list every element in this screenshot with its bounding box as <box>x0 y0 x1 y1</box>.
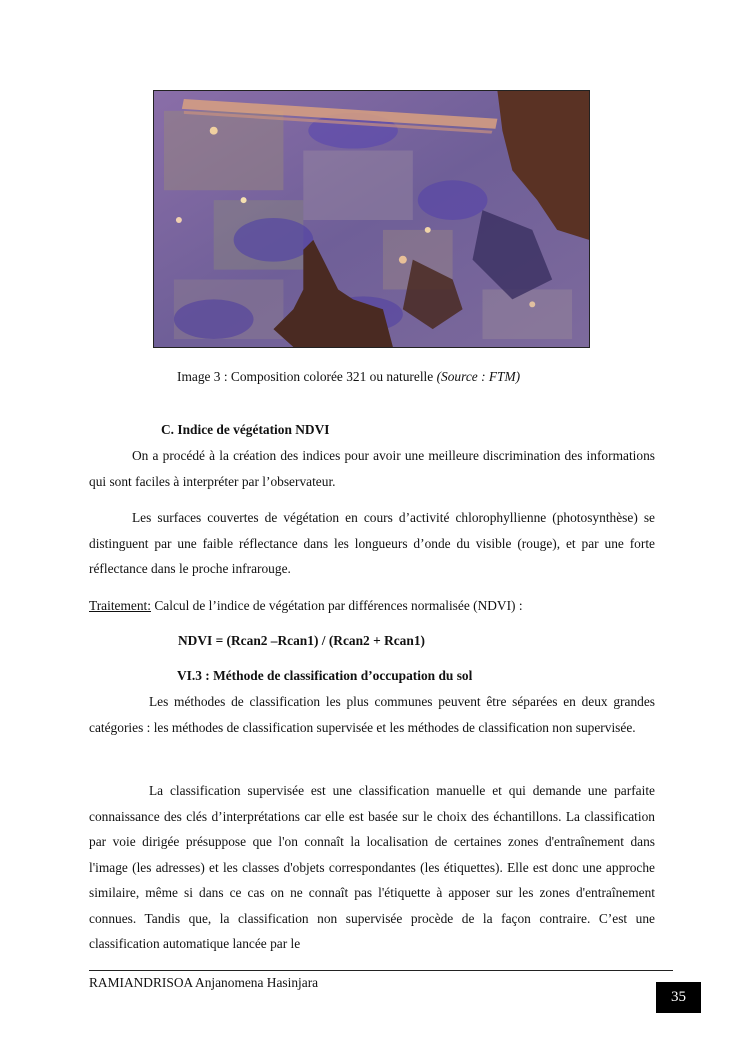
treatment-label: Traitement: <box>89 598 151 613</box>
paragraph-classification-categories: Les méthodes de classification les plus communes peuvent être séparées en deux grandes catégories : les méthodes de classification supervisée et les méthodes de classification non supervisée. <box>89 694 655 735</box>
page-number: 35 <box>656 982 701 1013</box>
paragraph-ndvi-intro: On a procédé à la création des indices pour avoir une meilleure discrimination des informations qui sont faciles à interpréter par l’observateur. <box>89 448 655 489</box>
satellite-image <box>153 90 590 348</box>
figure-caption-main: Image 3 : Composition colorée 321 ou naturelle <box>177 369 437 384</box>
footer-author: RAMIANDRISOA Anjanomena Hasinjara <box>89 975 319 990</box>
ndvi-formula: NDVI = (Rcan2 –Rcan1) / (Rcan2 + Rcan1) <box>178 633 425 648</box>
treatment-text: Calcul de l’indice de végétation par différences normalisée (NDVI) : <box>151 598 523 613</box>
satellite-composite-graphic <box>154 91 589 347</box>
paragraph-treatment <box>89 593 655 619</box>
figure-caption <box>177 369 520 385</box>
paragraph-supervised-classification: La classification supervisée est une classification manuelle et qui demande une parfaite connaissance des clés d’interprétations car elle est basée sur le choix des échantillons. La classification par voie dirigée présuppose que l'on connaît la localisation de certaines zones d'entraînement dans l'image (les adresses) et les classes d'objets correspondantes (les étiquettes). Elle est donc une approche similaire, même si dans ce cas on ne connaît pas l'étiquette à apposer sur les zones d'entraînement connues. Tandis que, la classification non supervisée procède de la façon contraire. C’est une classification automatique lancée par le <box>89 783 655 951</box>
paragraph-vegetation-reflectance: Les surfaces couvertes de végétation en cours d’activité chlorophyllienne (photosynthèse) se distinguent par une faible réflectance dans les longueurs d’onde du visible (rouge), et par une forte réflectance dans le proche infrarouge. <box>89 510 655 576</box>
section-heading-ndvi: C. Indice de végétation NDVI <box>161 422 330 437</box>
footer-divider <box>89 970 673 971</box>
section-heading-classification: VI.3 : Méthode de classification d’occupation du sol <box>177 668 473 683</box>
figure-caption-source: (Source : FTM) <box>436 369 521 384</box>
